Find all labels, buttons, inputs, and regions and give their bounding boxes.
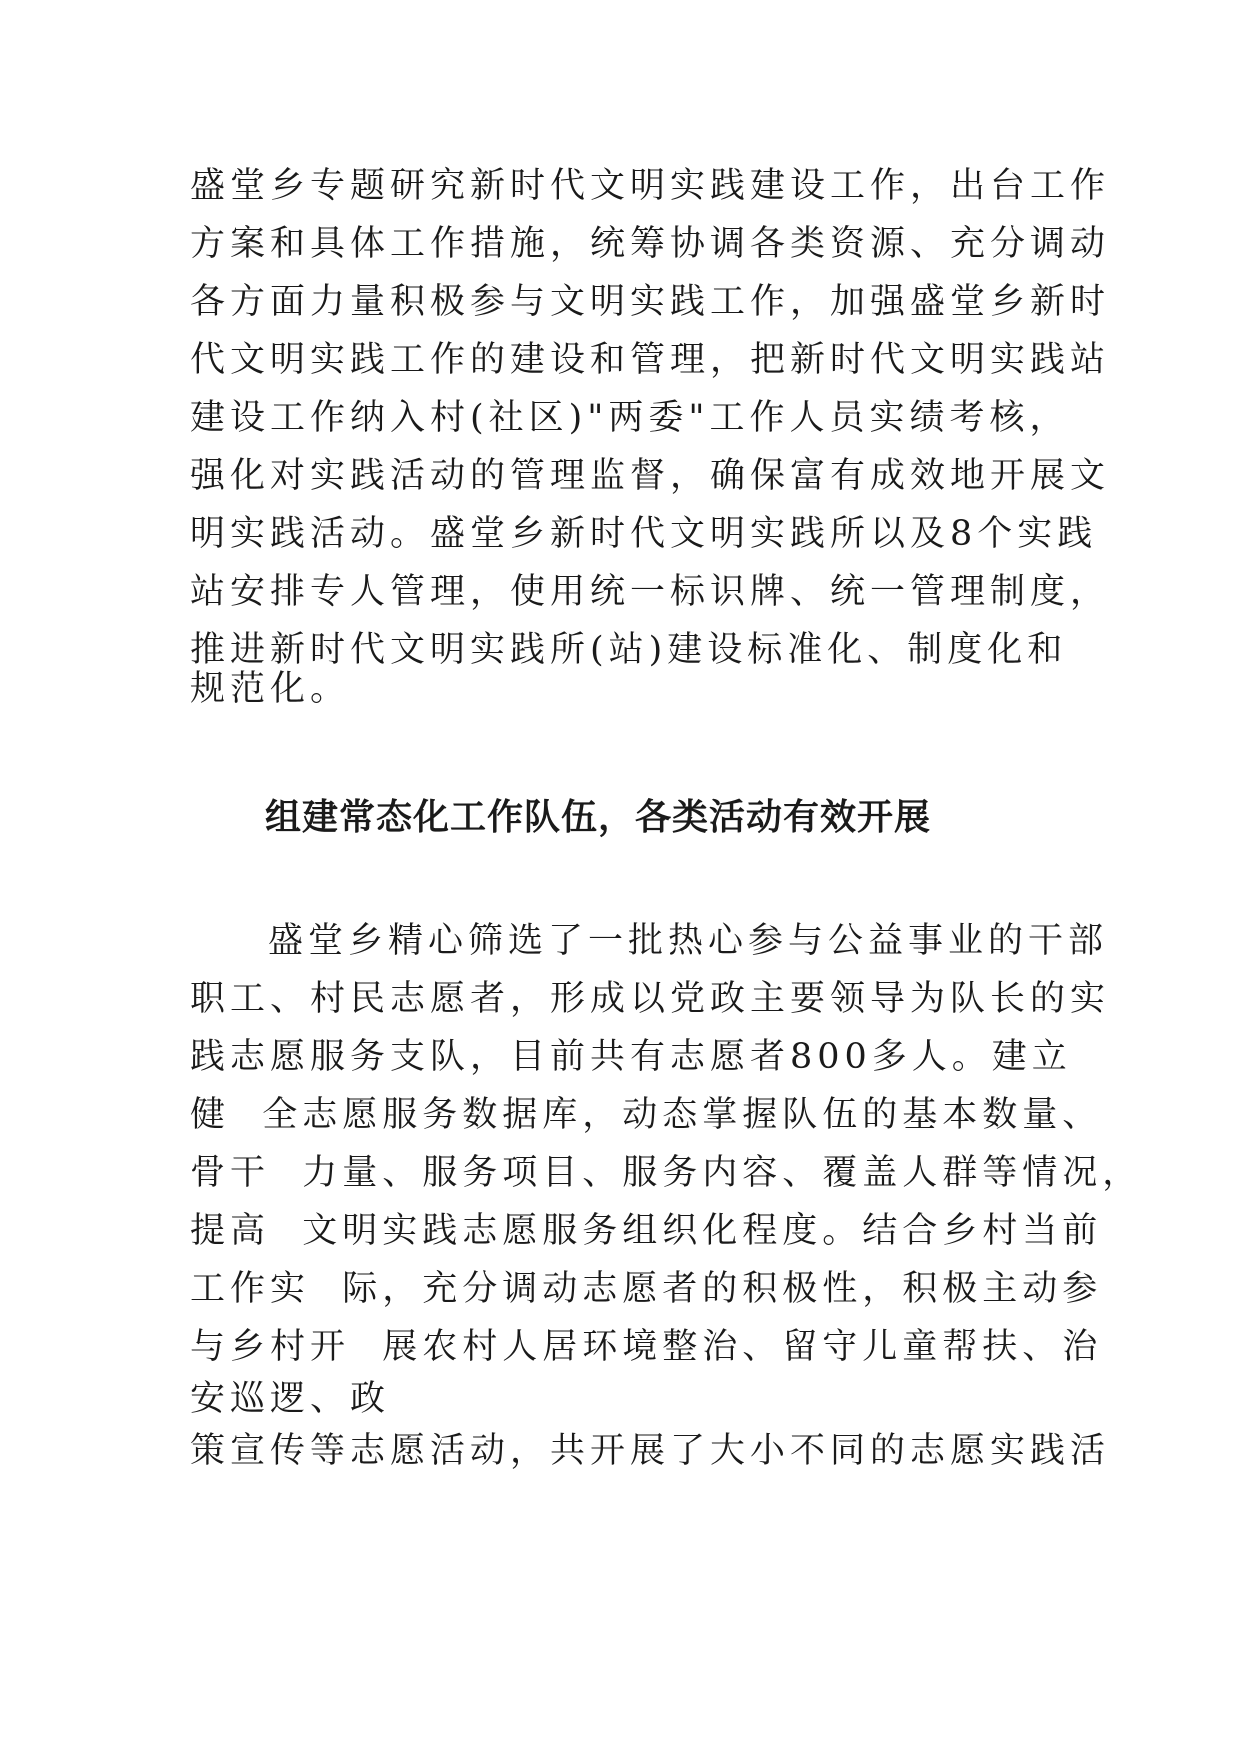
paragraph-line: 健 全志愿服务数据库，动态掌握队伍的基本数量、 [190, 1095, 1103, 1135]
paragraph-line: 职工、村民志愿者，形成以党政主要领导为队长的实 [190, 979, 1111, 1019]
paragraph-line: 代文明实践工作的建设和管理，把新时代文明实践站 [190, 340, 1111, 380]
paragraph-line: 骨干 力量、服务项目、服务内容、覆盖人群等情况， [190, 1153, 1143, 1193]
paragraph-line: 建设工作纳入村(社区)"两委"工作人员实绩考核， [190, 398, 1070, 438]
paragraph-line: 工作实 际，充分调动志愿者的积极性，积极主动参 [190, 1269, 1103, 1309]
paragraph-line: 与乡村开 展农村人居环境整治、留守儿童帮扶、治 [190, 1327, 1103, 1367]
paragraph-line: 各方面力量积极参与文明实践工作，加强盛堂乡新时 [190, 282, 1111, 322]
paragraph-line: 提高 文明实践志愿服务组织化程度。结合乡村当前 [190, 1211, 1103, 1251]
paragraph-line: 践志愿服务支队，目前共有志愿者800多人。建立 [190, 1037, 1072, 1077]
paragraph-line: 规范化。 [190, 669, 351, 709]
paragraph-line: 站安排专人管理，使用统一标识牌、统一管理制度， [190, 572, 1111, 612]
paragraph-line: 推进新时代文明实践所(站)建设标准化、制度化和 [190, 630, 1068, 670]
paragraph-line: 策宣传等志愿活动，共开展了大小不同的志愿实践活 [190, 1431, 1111, 1471]
paragraph-line: 强化对实践活动的管理监督，确保富有成效地开展文 [190, 456, 1111, 496]
paragraph-line: 盛堂乡专题研究新时代文明实践建设工作，出台工作 [190, 166, 1111, 206]
paragraph-line: 方案和具体工作措施，统筹协调各类资源、充分调动 [190, 224, 1111, 264]
paragraph-line: 明实践活动。盛堂乡新时代文明实践所以及8个实践 [190, 514, 1098, 554]
section-heading: 组建常态化工作队伍，各类活动有效开展 [265, 796, 932, 838]
paragraph-line: 盛堂乡精心筛选了一批热心参与公益事业的干部 [268, 921, 1109, 961]
paragraph-line: 安巡逻、政 [190, 1379, 391, 1419]
